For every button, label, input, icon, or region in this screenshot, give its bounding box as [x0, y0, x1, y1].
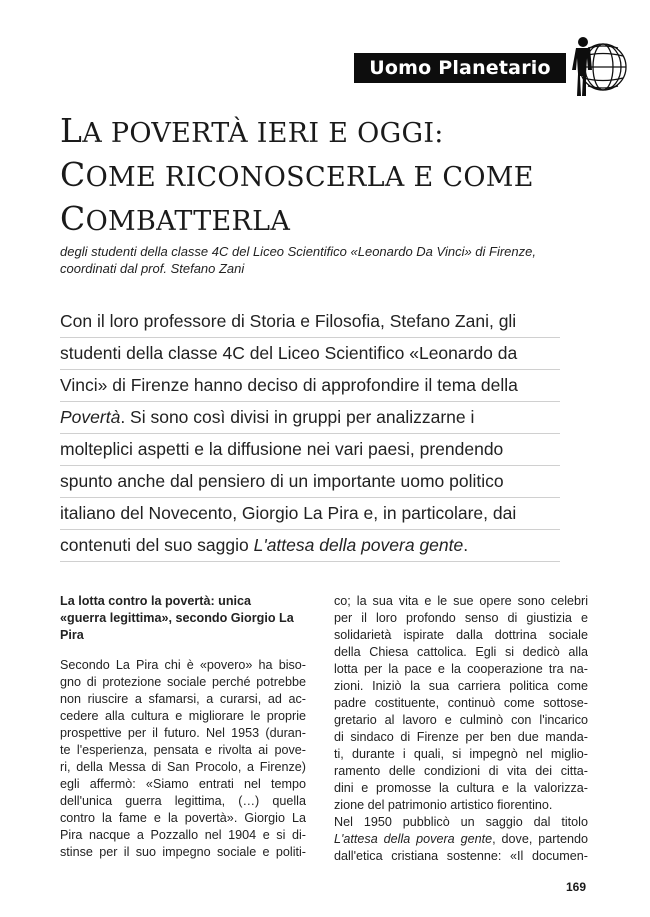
body-line: di sindaco di Firenze per ben due manda- — [334, 730, 588, 744]
body-line: non riuscire a sfamarsi, a curarsi, ad ac- — [60, 692, 306, 706]
intro-line: Con il loro professore di Storia e Filosofia, Stefano Zani, gli — [60, 306, 560, 338]
body-line: lotta per la pace e la cooperazione tra na- — [334, 662, 588, 676]
body-line: Pira nacque a Pozzallo nel 1904 e si di- — [60, 828, 306, 842]
body-line: zione del patrimonio artistico fiorentino. — [334, 798, 553, 812]
intro-paragraph — [60, 306, 560, 562]
body-line: stinse per il suo impegno sociale e politi- — [60, 845, 306, 859]
section-badge — [354, 53, 566, 83]
intro-line: studenti della classe 4C del Liceo Scientifico «Leonardo da — [60, 338, 560, 370]
body-line: dini e promosse la cultura e la valorizza- — [334, 781, 588, 795]
body-line: cedere alla cultura e migliorare le proprie — [60, 709, 306, 723]
body-line: dell'unica guerra legittima, (…) quella — [60, 794, 306, 808]
body-line: ramento delle condizioni di vita dei citta- — [334, 764, 588, 778]
intro-line: Povertà. Si sono così divisi in gruppi per analizzarne i — [60, 402, 560, 434]
body-line: padre costituente, continuò come sottose- — [334, 696, 588, 710]
body-line: per il loro profondo senso di giustizia e — [334, 611, 588, 625]
title-line: COMBATTERLA — [60, 199, 291, 238]
man-globe-icon — [566, 34, 628, 98]
intro-line: contenuti del suo saggio L'attesa della povera gente. — [60, 530, 560, 562]
section-heading — [60, 593, 306, 644]
body-line: Secondo La Pira chi è «povero» ha biso- — [60, 658, 306, 672]
body-line: Nel 1950 pubblicò un saggio dal titolo — [334, 815, 588, 829]
article-byline — [60, 243, 620, 277]
page-number: 169 — [566, 880, 587, 894]
body-line: contro la fame e la povertà». Giorgio La — [60, 811, 306, 825]
heading-line: La lotta contro la povertà: unica — [60, 594, 252, 608]
body-line: dall'etica cristiana sostenne: «Il documen- — [334, 849, 588, 863]
body-line: co; la sua vita e le sue opere sono celebri — [334, 594, 588, 608]
body-line: te l'esperienza, pensata e rivolta ai pove- — [60, 743, 306, 757]
right-column — [334, 593, 588, 865]
left-column-text — [60, 657, 306, 861]
article-title — [60, 110, 620, 242]
body-line: gretario al lavoro e culminò con l'incarico — [334, 713, 588, 727]
byline-line: coordinati dal prof. Stefano Zani — [60, 261, 245, 276]
body-line: zioni. Iniziò la sua carriera politica come — [334, 679, 588, 693]
intro-line: spunto anche dal pensiero di un importante uomo politico — [60, 466, 560, 498]
body-line: prospettive per il futuro. Nel 1953 (duran- — [60, 726, 306, 740]
body-line: ri, della Messa di San Procolo, a Firenze) — [60, 760, 306, 774]
body-line: egli affermò: «Siamo entrati nel tempo — [60, 777, 306, 791]
body-line: L'attesa della povera gente, dove, partendo — [334, 832, 588, 846]
title-line: LA POVERTÀ IERI E OGGI: — [60, 111, 444, 150]
body-line: ti, durante i quali, si impegnò nel miglio- — [334, 747, 588, 761]
left-column — [60, 593, 306, 861]
byline-line: degli studenti della classe 4C del Liceo Scientifico «Leonardo Da Vinci» di Firenze, — [60, 244, 536, 259]
title-line: COME RICONOSCERLA E COME — [60, 155, 534, 194]
intro-line: italiano del Novecento, Giorgio La Pira e, in particolare, dai — [60, 498, 560, 530]
section-badge-label: Uomo Planetario — [369, 57, 551, 79]
heading-line: Pira — [60, 628, 84, 642]
body-line: della Chiesa cattolica. Egli si dedicò alla — [334, 645, 588, 659]
heading-line: «guerra legittima», secondo Giorgio La — [60, 611, 294, 625]
body-line: gno di protezione sociale perché potrebbe — [60, 675, 306, 689]
intro-line: Vinci» di Firenze hanno deciso di approfondire il tema della — [60, 370, 560, 402]
intro-line: molteplici aspetti e la diffusione nei vari paesi, prendendo — [60, 434, 560, 466]
body-line: solidarietà ispirate dalla dottrina sociale — [334, 628, 588, 642]
